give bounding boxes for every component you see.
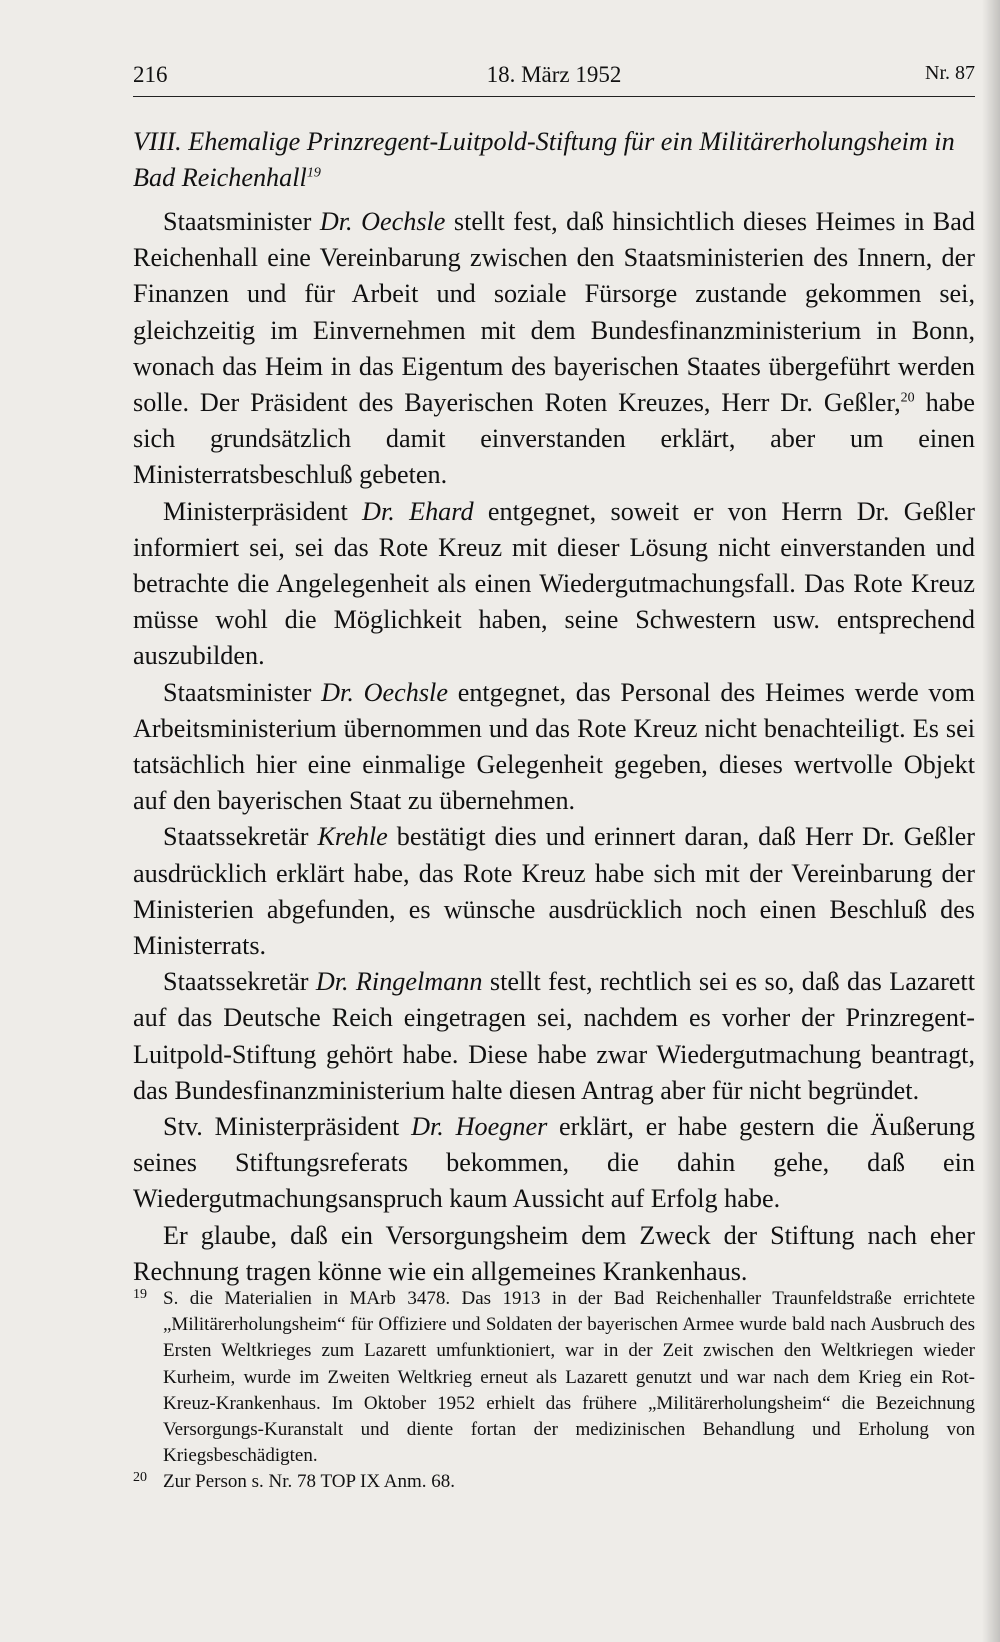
footnotes [133,1286,975,1496]
paragraph-oechsle-2 [133,675,975,820]
paragraph-ringelmann [133,964,975,1109]
main-text [133,124,975,1290]
paragraph-oechsle-1 [133,204,975,494]
paragraph-conclusion [133,1218,975,1290]
speaker-name: Dr. Oechsle [321,677,448,707]
paragraph-text: bestätigt dies und erinnert daran, daß Herr Dr. Geßler ausdrücklich erklärt habe, das Rote Kreuz habe sich mit der Vereinbarung der Ministerien abgefunden, es wünsche ausdrücklich noch einen Beschluß des Ministerrats. [133,822,975,961]
paragraph-ehard [133,494,975,675]
section-title [133,124,975,196]
footnote-mark: 20 [133,1470,147,1486]
speaker-role: Staatsminister [163,677,322,707]
paragraph-text: erklärt, er habe gestern die Äußerung seines Stiftungsreferats bekommen, die dahin gehe, daß ein Wiedergutmachungsanspruch kaum Aussicht auf Erfolg habe. [133,1112,975,1214]
speaker-role: Staatssekretär [163,967,316,997]
speaker-name: Krehle [317,822,388,852]
speaker-name: Dr. Oechsle [319,207,446,236]
speaker-role: Staatssekretär [163,822,318,852]
speaker-role: Stv. Ministerpräsident [163,1112,412,1142]
paragraph-text: entgegnet, soweit er von Herrn Dr. Geßler informiert sei, sei das Rote Kreuz mit dieser Lösung nicht einverstanden und betrachte die Angelegenheit als einen Wiedergutmachungsfall. Das Rote Kreuz müsse wohl die Möglichkeit haben, seine Schwestern usw. entsprechend auszubilden. [133,496,975,671]
page-number: 216 [133,62,168,87]
paragraph-text-continued: habe sich grundsätzlich damit einverstanden erklärt, aber um einen Ministerratsbeschluß gebeten. [133,388,976,490]
paragraph-krehle [133,819,975,964]
footnote-ref-20: 20 [900,390,915,406]
speaker-role: Staatsminister [163,207,320,236]
footnote-ref-19: 19 [306,165,321,181]
footnote-19 [133,1286,975,1469]
paragraph-text: stellt fest, daß hinsichtlich dieses Heimes in Bad Reichenhall eine Vereinbarung zwischen den Staatsministerien des Innern, der Finanzen und für Arbeit und soziale Fürsorge zustande gekommen sei, gleichzeitig im Einvernehmen mit dem Bundesfinanzministerium in Bonn, wonach das Heim in das Eigentum des bayerischen Staates übergeführt werden solle. Der Präsident des Bayerischen Roten Kreuzes, Herr Dr. Geßler, [133,207,975,418]
paragraph-text: stellt fest, rechtlich sei es so, daß das Lazarett auf das Deutsche Reich eingetragen sei, nachdem es vorher der Prinzregent-Luitpold-Stiftung gehört habe. Diese habe zwar Wiedergutmachung beantragt, das Bundesfinanzministerium halte diesen Antrag aber für nicht begründet. [133,967,975,1105]
header-date: 18. März 1952 [486,62,622,87]
footnote-text: S. die Materialien in MArb 3478. Das 1913 in der Bad Reichenhaller Traunfeldstraße errichtete „Militärerholungsheim“ für Offiziere und Soldaten der bayerischen Armee wurde bald nach Ausbruch des Ersten Weltkrieges zum Lazarett umfunktioniert, war in der Zeit zwischen den Weltkriegen wieder Kurheim, wurde im Zweiten Weltkrieg erneut als Lazarett genutzt und war nach dem Krieg ein Rot-Kreuz-Krankenhaus. Im Oktober 1952 erhielt das frühere „Militärerholungsheim“ die Bezeichnung Versorgungs-Kuranstalt und diente fortan der medizinischen Behandlung und Erholung von Kriegsbeschädigten. [163,1288,975,1467]
footnote-20 [133,1469,975,1495]
document-number: Nr. 87 [925,62,975,84]
page-edge-shadow [982,0,1000,1642]
speaker-name: Dr. Hoegner [411,1112,548,1142]
running-header [133,62,975,94]
speaker-name: Dr. Ehard [362,496,474,526]
paragraph-text: Er glaube, daß ein Versorgungsheim dem Zweck der Stiftung nach eher Rechnung tragen könne wie ein allgemeines Krankenhaus. [133,1220,975,1286]
paragraph-hoegner [133,1109,975,1218]
paragraph-text: entgegnet, das Personal des Heimes werde vom Arbeitsministerium übernommen und das Rote Kreuz nicht benachteiligt. Es sei tatsächlich hier eine einmalige Gelegenheit gegeben, dieses wertvolle Objekt auf den bayerischen Staat zu übernehmen. [133,677,975,816]
section-title-text: VIII. Ehemalige Prinzregent-Luitpold-Stiftung für ein Militärerholungsheim in Bad Reichenhall [133,127,955,192]
header-rule [133,96,975,97]
speaker-role: Ministerpräsident [163,496,363,526]
footnote-text: Zur Person s. Nr. 78 TOP IX Anm. 68. [163,1471,456,1493]
speaker-name: Dr. Ringelmann [315,967,483,997]
footnote-mark: 19 [133,1287,147,1302]
